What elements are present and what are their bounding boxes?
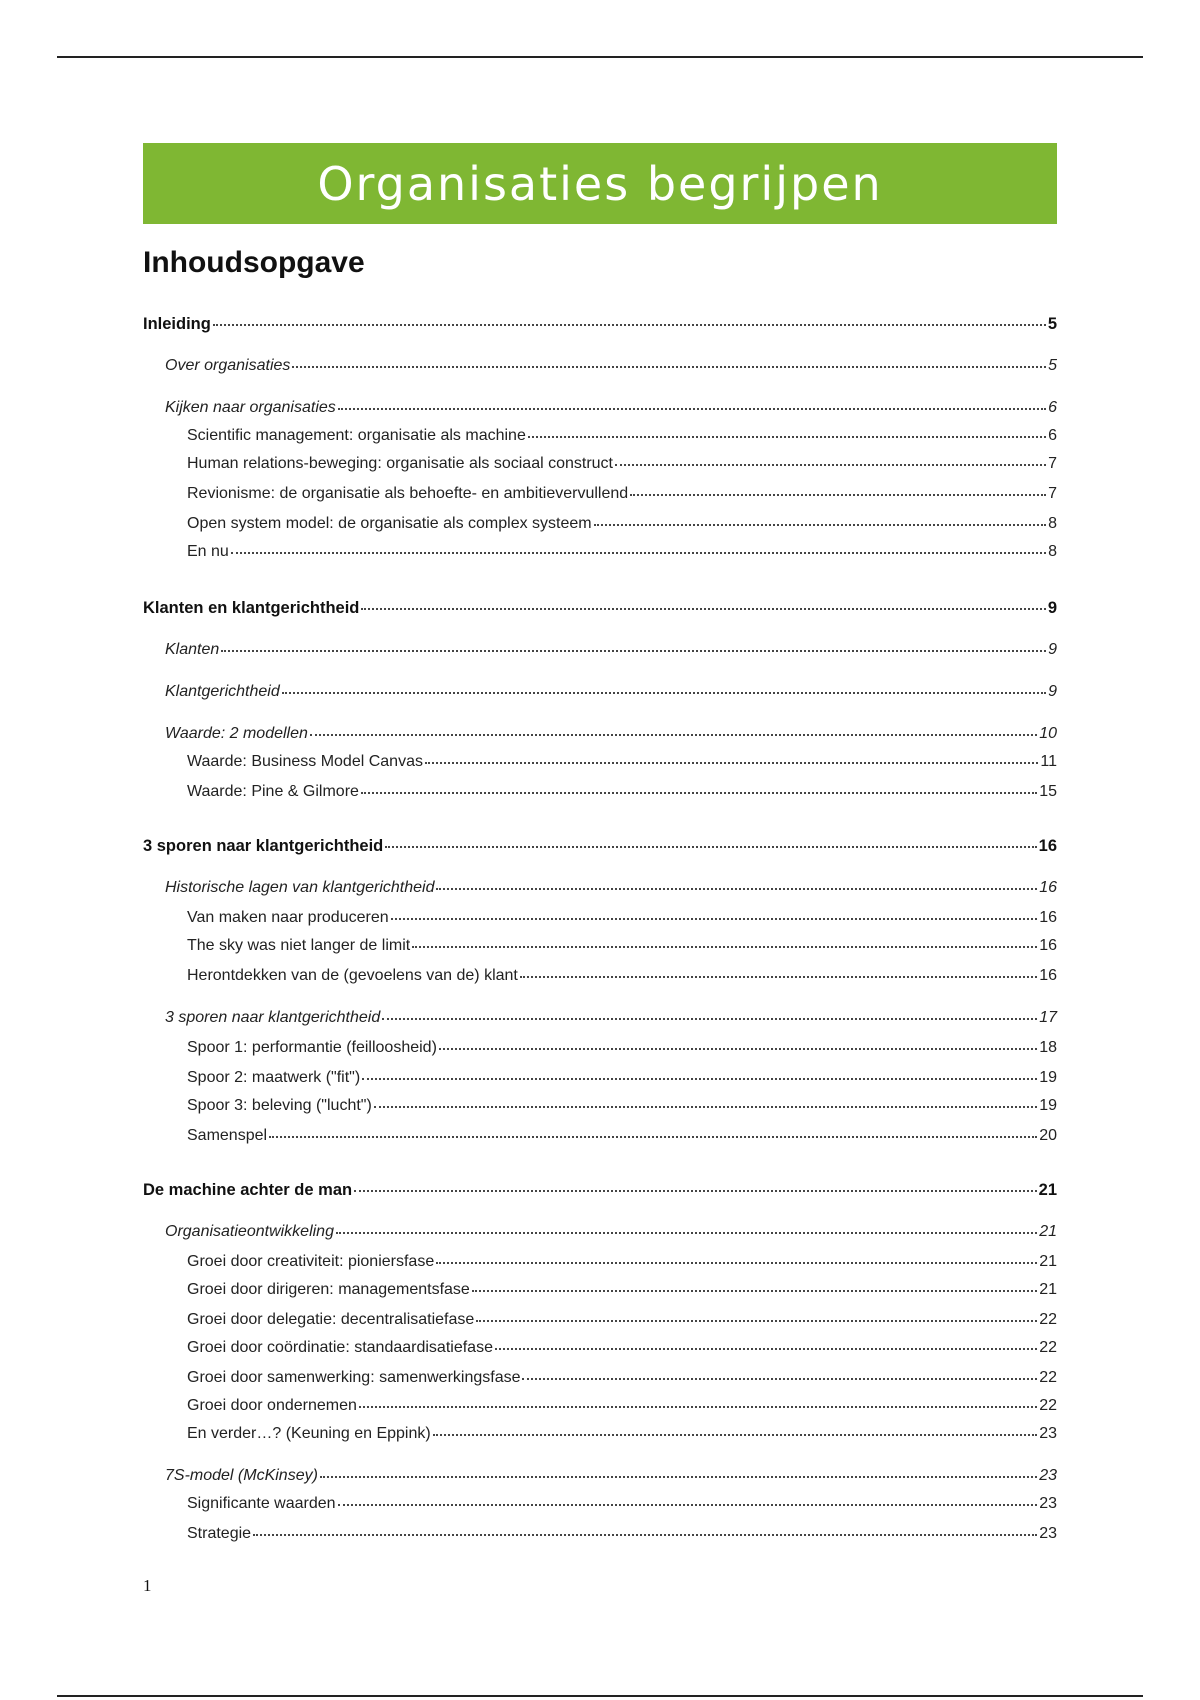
toc-entry-page: 23 — [1039, 1525, 1057, 1542]
page-number: 1 — [143, 1576, 152, 1595]
header-rule — [57, 56, 1143, 58]
document-title: Organisaties begrijpen — [317, 156, 883, 211]
toc-entry-title: Groei door ondernemen — [187, 1397, 357, 1414]
toc-entry-title: Historische lagen van klantgerichtheid — [165, 879, 435, 896]
toc-dot-leader — [630, 494, 1046, 496]
toc-dot-leader — [336, 1232, 1037, 1234]
toc-entry-title: Revionisme: de organisatie als behoefte- en ambitievervullend — [187, 485, 629, 502]
toc-dot-leader — [476, 1320, 1037, 1322]
toc-entry-title: Inleiding — [143, 315, 211, 333]
toc-dot-leader — [433, 1434, 1038, 1436]
toc-entry-title: En verder…? (Keuning en Eppink) — [187, 1425, 431, 1442]
toc-dot-leader — [282, 692, 1046, 694]
toc-dot-leader — [361, 792, 1037, 794]
toc-entry[interactable] — [143, 1096, 1057, 1116]
toc-dot-leader — [495, 1348, 1037, 1350]
toc-entry-page: 8 — [1048, 543, 1057, 560]
toc-entry-title: Significante waarden — [187, 1495, 336, 1512]
toc-entry[interactable] — [143, 724, 1057, 744]
toc-dot-leader — [231, 552, 1046, 554]
toc-dot-leader — [338, 1504, 1038, 1506]
toc-entry-page: 9 — [1048, 683, 1057, 700]
toc-entry[interactable] — [143, 398, 1057, 418]
toc-entry[interactable] — [143, 1494, 1057, 1514]
toc-entry-title: Open system model: de organisatie als complex systeem — [187, 515, 592, 532]
toc-entry-title: Groei door dirigeren: managementsfase — [187, 1281, 470, 1298]
toc-entry-page: 9 — [1048, 641, 1057, 658]
toc-entry[interactable] — [143, 1396, 1057, 1416]
toc-entry-title: Waarde: 2 modellen — [165, 725, 308, 742]
toc-entry-title: Organisatieontwikkeling — [165, 1223, 334, 1240]
toc-dot-leader — [221, 650, 1046, 652]
toc-entry[interactable] — [143, 1222, 1057, 1242]
toc-entry[interactable] — [143, 936, 1057, 956]
toc-entry-page: 7 — [1048, 455, 1057, 472]
toc-entry-page: 5 — [1047, 315, 1057, 333]
toc-dot-leader — [436, 888, 1037, 890]
toc-entry-page: 9 — [1047, 599, 1057, 617]
toc-entry-page: 11 — [1040, 753, 1057, 770]
toc-dot-leader — [528, 436, 1046, 438]
toc-entry-title: Human relations-beweging: organisatie als sociaal construct — [187, 455, 613, 472]
toc-entry-title: Spoor 2: maatwerk ("fit") — [187, 1069, 361, 1086]
toc-entry[interactable] — [143, 878, 1057, 898]
toc-entry-page: 16 — [1039, 909, 1057, 926]
toc-dot-leader — [472, 1290, 1037, 1292]
toc-entry-page: 17 — [1039, 1009, 1057, 1026]
toc-entry-page: 8 — [1048, 515, 1057, 532]
toc-entry-title: Samenspel — [187, 1127, 268, 1144]
toc-dot-leader — [361, 608, 1045, 610]
toc-entry[interactable] — [143, 1338, 1057, 1358]
toc-entry-title: Klanten en klantgerichtheid — [143, 599, 360, 617]
toc-entry[interactable] — [143, 682, 1057, 702]
toc-entry-title: Groei door delegatie: decentralisatiefase — [187, 1311, 475, 1328]
toc-entry-title: Waarde: Pine & Gilmore — [187, 783, 359, 800]
toc-entry[interactable] — [143, 1424, 1057, 1444]
toc-dot-leader — [436, 1262, 1037, 1264]
toc-entry[interactable] — [143, 514, 1057, 534]
toc-entry-page: 15 — [1039, 783, 1057, 800]
toc-dot-leader — [412, 946, 1037, 948]
toc-entry[interactable] — [143, 356, 1057, 376]
toc-entry[interactable] — [143, 640, 1057, 660]
toc-entry-page: 19 — [1039, 1069, 1057, 1086]
toc-entry[interactable] — [143, 908, 1057, 928]
toc-dot-leader — [615, 464, 1046, 466]
toc-dot-leader — [374, 1106, 1037, 1108]
footer-rule — [57, 1695, 1143, 1697]
toc-entry[interactable] — [143, 836, 1057, 856]
toc-dot-leader — [269, 1136, 1037, 1138]
toc-entry-page: 10 — [1039, 725, 1057, 742]
toc-entry[interactable] — [143, 782, 1057, 802]
toc-entry[interactable] — [143, 752, 1057, 772]
toc-entry-page: 22 — [1039, 1311, 1057, 1328]
toc-dot-leader — [522, 1378, 1037, 1380]
toc-entry[interactable] — [143, 484, 1057, 504]
toc-entry-page: 16 — [1039, 967, 1057, 984]
toc-dot-leader — [310, 734, 1037, 736]
toc-entry-page: 6 — [1048, 399, 1057, 416]
toc-entry[interactable] — [143, 1068, 1057, 1088]
toc-entry-page: 18 — [1039, 1039, 1057, 1056]
toc-entry[interactable] — [143, 314, 1057, 334]
toc-dot-leader — [439, 1048, 1037, 1050]
toc-entry-page: 19 — [1039, 1097, 1057, 1114]
toc-dot-leader — [338, 408, 1046, 410]
toc-heading: Inhoudsopgave — [143, 246, 365, 279]
toc-entry-title: Strategie — [187, 1525, 252, 1542]
toc-entry[interactable] — [143, 1280, 1057, 1300]
toc-entry-title: 3 sporen naar klantgerichtheid — [165, 1009, 381, 1026]
toc-entry-title: Groei door creativiteit: pioniersfase — [187, 1253, 435, 1270]
toc-entry-title: Waarde: Business Model Canvas — [187, 753, 423, 770]
toc-dot-leader — [385, 846, 1036, 848]
toc-entry-title: The sky was niet langer de limit — [187, 937, 411, 954]
toc-entry-title: Spoor 3: beleving ("lucht") — [187, 1097, 372, 1114]
toc-dot-leader — [292, 366, 1046, 368]
toc-entry-title: 3 sporen naar klantgerichtheid — [143, 837, 384, 855]
toc-entry-page: 22 — [1039, 1397, 1057, 1414]
toc-entry-title: 7S-model (McKinsey) — [165, 1467, 318, 1484]
toc-entry[interactable] — [143, 426, 1057, 446]
title-banner — [143, 143, 1057, 224]
toc-entry-title: Kijken naar organisaties — [165, 399, 336, 416]
toc-entry-title: Herontdekken van de (gevoelens van de) klant — [187, 967, 518, 984]
toc-entry-page: 21 — [1039, 1253, 1057, 1270]
toc-entry-page: 21 — [1039, 1223, 1057, 1240]
toc-entry[interactable] — [143, 542, 1057, 562]
toc-entry[interactable] — [143, 1466, 1057, 1486]
toc-entry-page: 21 — [1039, 1281, 1057, 1298]
toc-entry[interactable] — [143, 1368, 1057, 1388]
toc-entry-page: 23 — [1039, 1467, 1057, 1484]
toc-entry-title: Over organisaties — [165, 357, 291, 374]
toc-entry-title: Spoor 1: performantie (feilloosheid) — [187, 1039, 437, 1056]
toc-entry[interactable] — [143, 598, 1057, 618]
toc-entry-title: Klantgerichtheid — [165, 683, 280, 700]
toc-dot-leader — [391, 918, 1038, 920]
toc-dot-leader — [382, 1018, 1037, 1020]
toc-entry-page: 22 — [1039, 1339, 1057, 1356]
toc-dot-leader — [354, 1190, 1037, 1192]
toc-entry-title: Groei door coördinatie: standaardisatiefase — [187, 1339, 493, 1356]
toc-dot-leader — [362, 1078, 1037, 1080]
toc-entry-page: 20 — [1039, 1127, 1057, 1144]
toc-entry-title: De machine achter de man — [143, 1181, 353, 1199]
toc-dot-leader — [320, 1476, 1037, 1478]
toc-entry-title: Scientific management: organisatie als machine — [187, 427, 526, 444]
toc-dot-leader — [594, 524, 1046, 526]
toc-entry[interactable] — [143, 1252, 1057, 1272]
toc-entry-page: 22 — [1039, 1369, 1057, 1386]
toc-entry[interactable] — [143, 1310, 1057, 1330]
toc-entry-page: 16 — [1038, 837, 1057, 855]
toc-entry[interactable] — [143, 1180, 1057, 1200]
toc-dot-leader — [213, 324, 1046, 326]
toc-entry-page: 16 — [1039, 879, 1057, 896]
toc-entry[interactable] — [143, 966, 1057, 986]
toc-entry-page: 23 — [1039, 1495, 1057, 1512]
toc-entry-page: 16 — [1039, 937, 1057, 954]
toc-entry-page: 21 — [1038, 1181, 1057, 1199]
toc-dot-leader — [253, 1534, 1037, 1536]
toc-entry-page: 6 — [1048, 427, 1057, 444]
toc-entry[interactable] — [143, 1126, 1057, 1146]
toc-dot-leader — [425, 762, 1038, 764]
toc-entry-title: Klanten — [165, 641, 220, 658]
toc-entry[interactable] — [143, 1524, 1057, 1544]
toc-entry-page: 5 — [1048, 357, 1057, 374]
toc-entry[interactable] — [143, 1008, 1057, 1028]
toc-dot-leader — [520, 976, 1037, 978]
toc-entry-page: 7 — [1048, 485, 1057, 502]
toc-entry[interactable] — [143, 454, 1057, 474]
toc-dot-leader — [359, 1406, 1037, 1408]
toc-entry-title: Groei door samenwerking: samenwerkingsfase — [187, 1369, 521, 1386]
toc-entry-page: 23 — [1039, 1425, 1057, 1442]
toc-entry-title: Van maken naar produceren — [187, 909, 389, 926]
toc-entry[interactable] — [143, 1038, 1057, 1058]
toc-entry-title: En nu — [187, 543, 229, 560]
